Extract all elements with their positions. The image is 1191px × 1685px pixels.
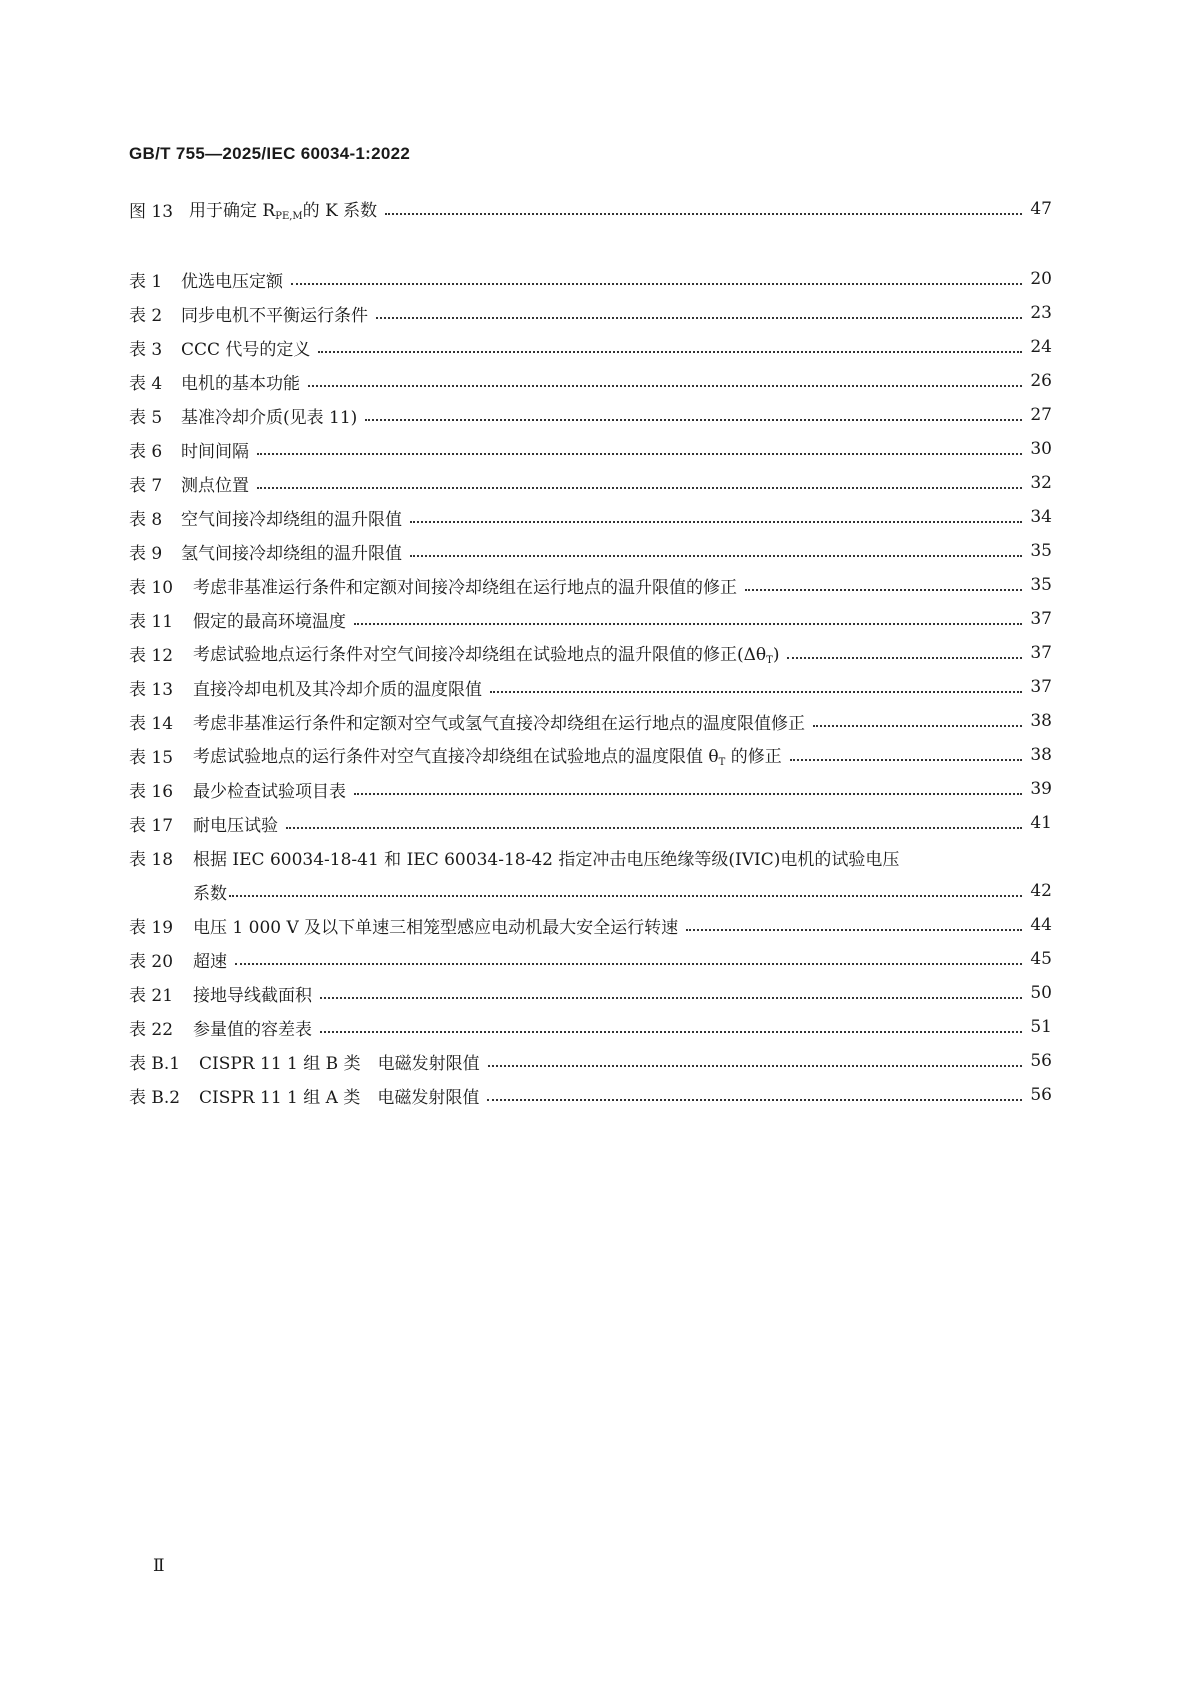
entry-page: 35 [1030, 575, 1052, 595]
entry-title: 考虑非基准运行条件和定额对间接冷却绕组在运行地点的温升限值的修正 [193, 577, 737, 598]
entry-page: 34 [1030, 507, 1052, 527]
page-header [129, 144, 410, 164]
toc-entry-table-2[interactable] [129, 298, 1052, 328]
dot-leader [257, 453, 1022, 455]
entry-title: 考虑非基准运行条件和定额对空气或氢气直接冷却绕组在运行地点的温度限值修正 [193, 713, 805, 734]
dot-leader [490, 691, 1022, 693]
entry-title: 电压 1 000 V 及以下单速三相笼型感应电动机最大安全运行转速 [193, 917, 679, 938]
entry-page: 47 [1030, 199, 1052, 219]
dot-leader [354, 793, 1022, 795]
entry-label: 表 8 [129, 509, 163, 530]
dot-leader [286, 827, 1022, 829]
entry-title: CISPR 11 1 组 A 类 电磁发射限值 [199, 1087, 480, 1108]
entry-label: 表 B.1 [129, 1053, 181, 1074]
entry-label: 表 10 [129, 577, 174, 598]
entry-title: 考虑试验地点的运行条件对空气直接冷却绕组在试验地点的温度限值 $\theta_T$ 的修正 [193, 747, 782, 768]
dot-leader [488, 1065, 1022, 1067]
entry-page: 23 [1030, 303, 1052, 323]
toc-entry-table-17[interactable] [129, 808, 1052, 838]
page-number: Ⅱ [153, 1556, 165, 1576]
dot-leader [318, 351, 1022, 353]
dot-leader [813, 725, 1022, 727]
toc-entry-table-7[interactable] [129, 468, 1052, 498]
entry-page: 20 [1030, 269, 1052, 289]
entry-page: 35 [1030, 541, 1052, 561]
toc-entry-table-18[interactable] [129, 842, 1052, 872]
toc-entry-table-5[interactable] [129, 400, 1052, 430]
entry-label: 表 17 [129, 815, 174, 836]
entry-page: 44 [1030, 915, 1052, 935]
dot-leader [235, 963, 1022, 965]
toc-entry-table-11[interactable] [129, 604, 1052, 634]
entry-page: 37 [1030, 677, 1052, 697]
entry-title: 假定的最高环境温度 [193, 611, 346, 632]
entry-label: 表 1 [129, 271, 163, 292]
entry-page: 38 [1030, 711, 1052, 731]
toc-entry-table-20[interactable] [129, 944, 1052, 974]
entry-label: 表 4 [129, 373, 163, 394]
toc-entry-figure-13[interactable] [129, 194, 1052, 224]
entry-label: 表 B.2 [129, 1087, 181, 1108]
dot-leader [487, 1099, 1022, 1101]
dot-leader [745, 589, 1022, 591]
entry-page: 38 [1030, 745, 1052, 765]
standard-number: GB/T 755—2025/IEC 60034-1:2022 [129, 144, 411, 163]
toc-entry-table-b2[interactable] [129, 1080, 1052, 1110]
entry-title: 基准冷却介质(见表 11) [181, 407, 358, 428]
toc-entry-table-15[interactable] [129, 740, 1052, 770]
toc-entry-table-9[interactable] [129, 536, 1052, 566]
entry-label: 表 12 [129, 645, 174, 666]
entry-title: CISPR 11 1 组 B 类 电磁发射限值 [199, 1053, 480, 1074]
toc-entry-table-b1[interactable] [129, 1046, 1052, 1076]
entry-label: 表 7 [129, 475, 163, 496]
dot-leader [385, 213, 1022, 215]
entry-title: 最少检查试验项目表 [193, 781, 346, 802]
entry-label: 表 16 [129, 781, 174, 802]
toc-entry-table-19[interactable] [129, 910, 1052, 940]
entry-label: 表 18 [129, 849, 174, 870]
entry-title: 电机的基本功能 [181, 373, 300, 394]
entry-label: 表 9 [129, 543, 163, 564]
entry-page: 41 [1030, 813, 1052, 833]
entry-title: 时间间隔 [181, 441, 249, 462]
toc-entry-table-21[interactable] [129, 978, 1052, 1008]
toc-entry-table-8[interactable] [129, 502, 1052, 532]
entry-page: 42 [1030, 881, 1052, 901]
toc-entry-table-14[interactable] [129, 706, 1052, 736]
entry-page: 56 [1030, 1051, 1052, 1071]
entry-title: 氢气间接冷却绕组的温升限值 [181, 543, 402, 564]
entry-title: 耐电压试验 [193, 815, 278, 836]
entry-page: 51 [1030, 1017, 1052, 1037]
toc-entry-table-3[interactable] [129, 332, 1052, 362]
entry-page: 30 [1030, 439, 1052, 459]
entry-label: 表 20 [129, 951, 174, 972]
toc-entry-table-12[interactable] [129, 638, 1052, 668]
dot-leader [410, 555, 1022, 557]
dot-leader [410, 521, 1022, 523]
entry-label: 表 2 [129, 305, 163, 326]
entry-label: 表 3 [129, 339, 163, 360]
entry-label: 表 15 [129, 747, 174, 768]
entry-label: 表 5 [129, 407, 163, 428]
entry-label: 表 13 [129, 679, 174, 700]
entry-label: 表 19 [129, 917, 174, 938]
toc-entry-table-16[interactable] [129, 774, 1052, 804]
dot-leader [320, 997, 1022, 999]
dot-leader [686, 929, 1022, 931]
entry-title: 优选电压定额 [181, 271, 283, 292]
entry-title-continuation: 系数 [193, 883, 227, 904]
entry-label: 表 14 [129, 713, 174, 734]
dot-leader [376, 317, 1022, 319]
entry-page: 39 [1030, 779, 1052, 799]
dot-leader [291, 283, 1022, 285]
entry-label: 图 13 [129, 201, 174, 222]
entry-title: CCC 代号的定义 [181, 339, 311, 360]
entry-page: 50 [1030, 983, 1052, 1003]
entry-title: 考虑试验地点运行条件对空气间接冷却绕组在试验地点的温升限值的修正$(\Delta\theta_T)$ [193, 645, 780, 666]
entry-page: 45 [1030, 949, 1052, 969]
toc-entry-table-4[interactable] [129, 366, 1052, 396]
entry-page: 32 [1030, 473, 1052, 493]
dot-leader [365, 419, 1022, 421]
entry-page: 56 [1030, 1085, 1052, 1105]
dot-leader [257, 487, 1022, 489]
entry-title: 用于确定 $R_{PE,M}$的 K 系数 [189, 201, 378, 222]
dot-leader [229, 895, 1022, 897]
dot-leader [787, 657, 1022, 659]
toc-entry-table-1[interactable] [129, 264, 1052, 294]
entry-page: 37 [1030, 643, 1052, 663]
entry-label: 表 11 [129, 611, 174, 632]
entry-title: 根据 IEC 60034-18-41 和 IEC 60034-18-42 指定冲击电压绝缘等级(IVIC)电机的试验电压 [193, 849, 900, 870]
dot-leader [790, 759, 1022, 761]
entry-page: 24 [1030, 337, 1052, 357]
entry-page: 26 [1030, 371, 1052, 391]
entry-page: 37 [1030, 609, 1052, 629]
entry-title: 空气间接冷却绕组的温升限值 [181, 509, 402, 530]
dot-leader [320, 1031, 1022, 1033]
dot-leader [354, 623, 1022, 625]
toc-entry-table-6[interactable] [129, 434, 1052, 464]
entry-title: 测点位置 [181, 475, 249, 496]
toc-entry-table-22[interactable] [129, 1012, 1052, 1042]
entry-title: 直接冷却电机及其冷却介质的温度限值 [193, 679, 482, 700]
dot-leader [308, 385, 1022, 387]
entry-title: 参量值的容差表 [193, 1019, 312, 1040]
entry-label: 表 22 [129, 1019, 174, 1040]
toc-entry-table-18-continued[interactable] [129, 876, 1052, 906]
entry-page: 27 [1030, 405, 1052, 425]
entry-title: 超速 [193, 951, 227, 972]
entry-title: 同步电机不平衡运行条件 [181, 305, 368, 326]
toc-entry-table-10[interactable] [129, 570, 1052, 600]
toc-entry-table-13[interactable] [129, 672, 1052, 702]
entry-label: 表 21 [129, 985, 174, 1006]
entry-title: 接地导线截面积 [193, 985, 312, 1006]
entry-label: 表 6 [129, 441, 163, 462]
